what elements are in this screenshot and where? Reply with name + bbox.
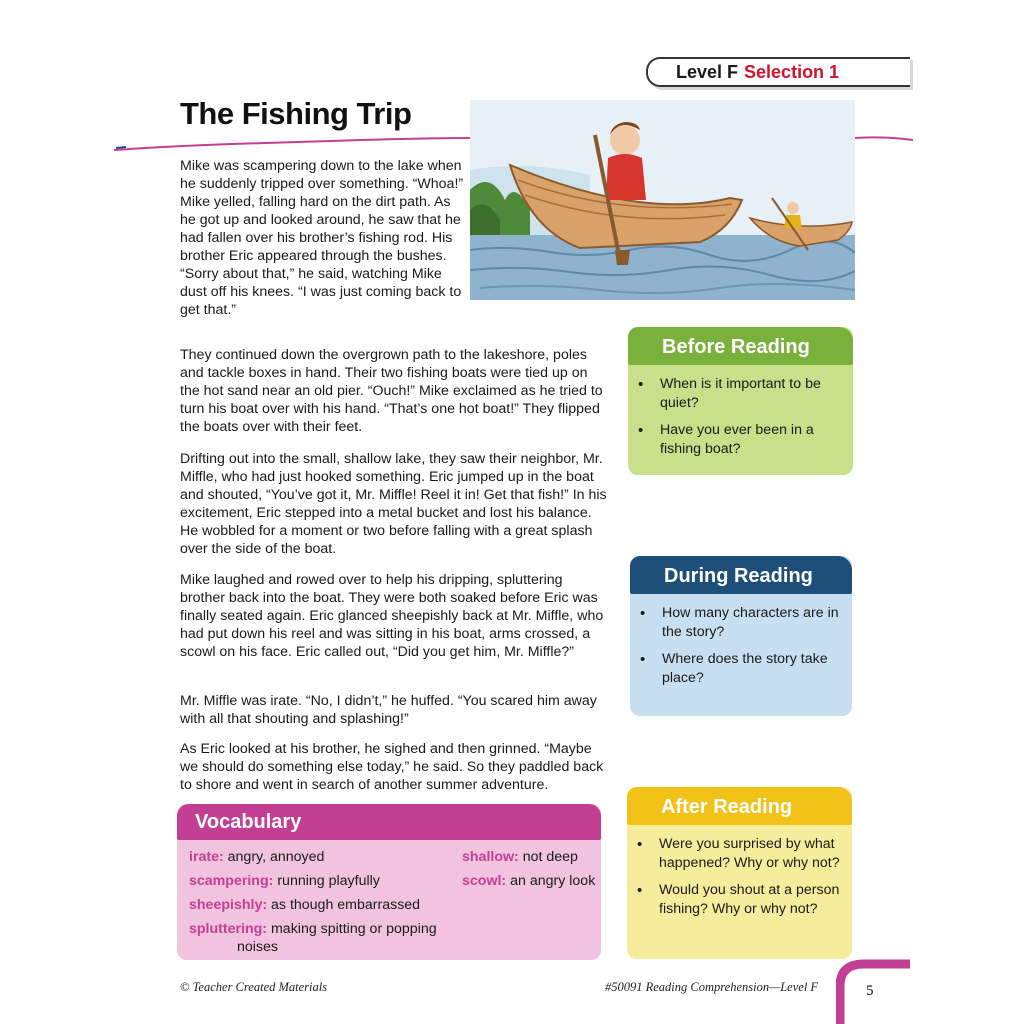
list-item: • How many characters are in the story? — [630, 604, 845, 642]
vocab-entry — [462, 848, 578, 866]
vocab-definition: running playfully — [277, 873, 380, 889]
right-swoosh — [855, 130, 915, 150]
during-reading-title: During Reading — [630, 556, 852, 594]
before-reading-list — [628, 375, 843, 467]
vocab-entry — [189, 848, 324, 866]
vocab-definition: angry, annoyed — [227, 849, 325, 865]
vocab-term: scampering: — [189, 873, 274, 889]
boat-illustration — [470, 100, 855, 300]
story-paragraph: Mike was scampering down to the lake when he suddenly tripped over something. “Whoa!” Mike yelled, falling hard on the dirt path. As he got up and looked around, he saw that he had fallen over his brother’s fishing rod. His brother Eric appeared through the bushes. “Sorry about that,” he said, watching Mike dust off his knees. “I was just coming back to get that.” — [180, 158, 464, 318]
after-reading-title: After Reading — [627, 787, 852, 825]
list-item: • Were you surprised by what happened? Why or why not? — [627, 835, 842, 873]
after-reading-list — [627, 835, 842, 927]
list-item: • Have you ever been in a fishing boat? — [628, 421, 843, 459]
story-paragraph: Mike laughed and rowed over to help his dripping, spluttering brother back into the boat. They were both soaked before Eric was finally seated again. Eric glanced sheepishly back at Mr. Miffle, who had put down his reel and was sitting in his boat, arms crossed, a scowl on his face. Eric called out, “Did you get him, Mr. Miffle?” — [180, 572, 604, 660]
vocabulary-title: Vocabulary — [177, 804, 601, 840]
after-reading-box — [627, 787, 852, 959]
vocab-term: spluttering: — [189, 921, 268, 937]
story-paragraph: They continued down the overgrown path to the lakeshore, poles and tackle boxes in hand. Their two fishing boats were tied up on the hot sand near an old pier. “Ouch!” Mike exclaimed as he tried to turn his boat over with his hand. “That’s one hot boat!” They flipped the boats over with their feet. — [180, 347, 603, 435]
vocab-definition: as though embarrassed — [271, 897, 421, 913]
vocab-entry — [189, 920, 459, 956]
page-corner-decoration — [836, 956, 926, 1024]
before-reading-title: Before Reading — [628, 327, 853, 365]
footer-book-title: #50091 Reading Comprehension—Level F — [605, 980, 819, 994]
vocab-term: scowl: — [462, 873, 507, 889]
footer-copyright: © Teacher Created Materials — [180, 980, 328, 994]
story-paragraph: Mr. Miffle was irate. “No, I didn’t,” he huffed. “You scared him away with all that shouting and splashing!” — [180, 693, 597, 727]
vocab-entry — [189, 896, 420, 914]
list-item: • Where does the story take place? — [630, 650, 845, 688]
title-underline-swoosh — [112, 126, 472, 156]
list-item: • Would you shout at a person fishing? Why or why not? — [627, 881, 842, 919]
vocab-entry — [462, 872, 595, 890]
page-number: 5 — [866, 983, 874, 999]
story-paragraph: As Eric looked at his brother, he sighed and then grinned. “Maybe we should do something else today,” he said. So they paddled back to shore and went in search of another summer adventure. — [180, 741, 604, 793]
during-reading-box — [630, 556, 852, 716]
during-reading-list — [630, 604, 845, 696]
before-reading-box — [628, 327, 853, 475]
vocab-definition: making spitting or popping — [270, 921, 437, 937]
level-label: Level F — [676, 61, 739, 82]
selection-label: Selection 1 — [744, 61, 840, 82]
vocab-term: sheepishly: — [189, 897, 268, 913]
story-title: The Fishing Trip — [180, 96, 412, 131]
vocabulary-box — [177, 804, 601, 960]
list-item: • When is it important to be quiet? — [628, 375, 843, 413]
vocab-definition: not deep — [522, 849, 578, 865]
vocab-definition-continued: noises — [237, 939, 279, 955]
vocab-term: shallow: — [462, 849, 519, 865]
story-paragraph: Drifting out into the small, shallow lake, they saw their neighbor, Mr. Miffle, who had just hooked something. Eric jumped up in the boat and shouted, “You’ve got it, Mr. Miffle! Reel it in! Get that fish!” In his excitement, Eric stepped into a metal bucket and lost his balance. He wobbled for a moment or two before falling with a great splash over the side of the boat. — [180, 451, 607, 557]
vocab-term: irate: — [189, 849, 224, 865]
vocab-definition: an angry look — [510, 873, 596, 889]
vocab-entry — [189, 872, 380, 890]
level-selection-tab — [646, 57, 910, 87]
